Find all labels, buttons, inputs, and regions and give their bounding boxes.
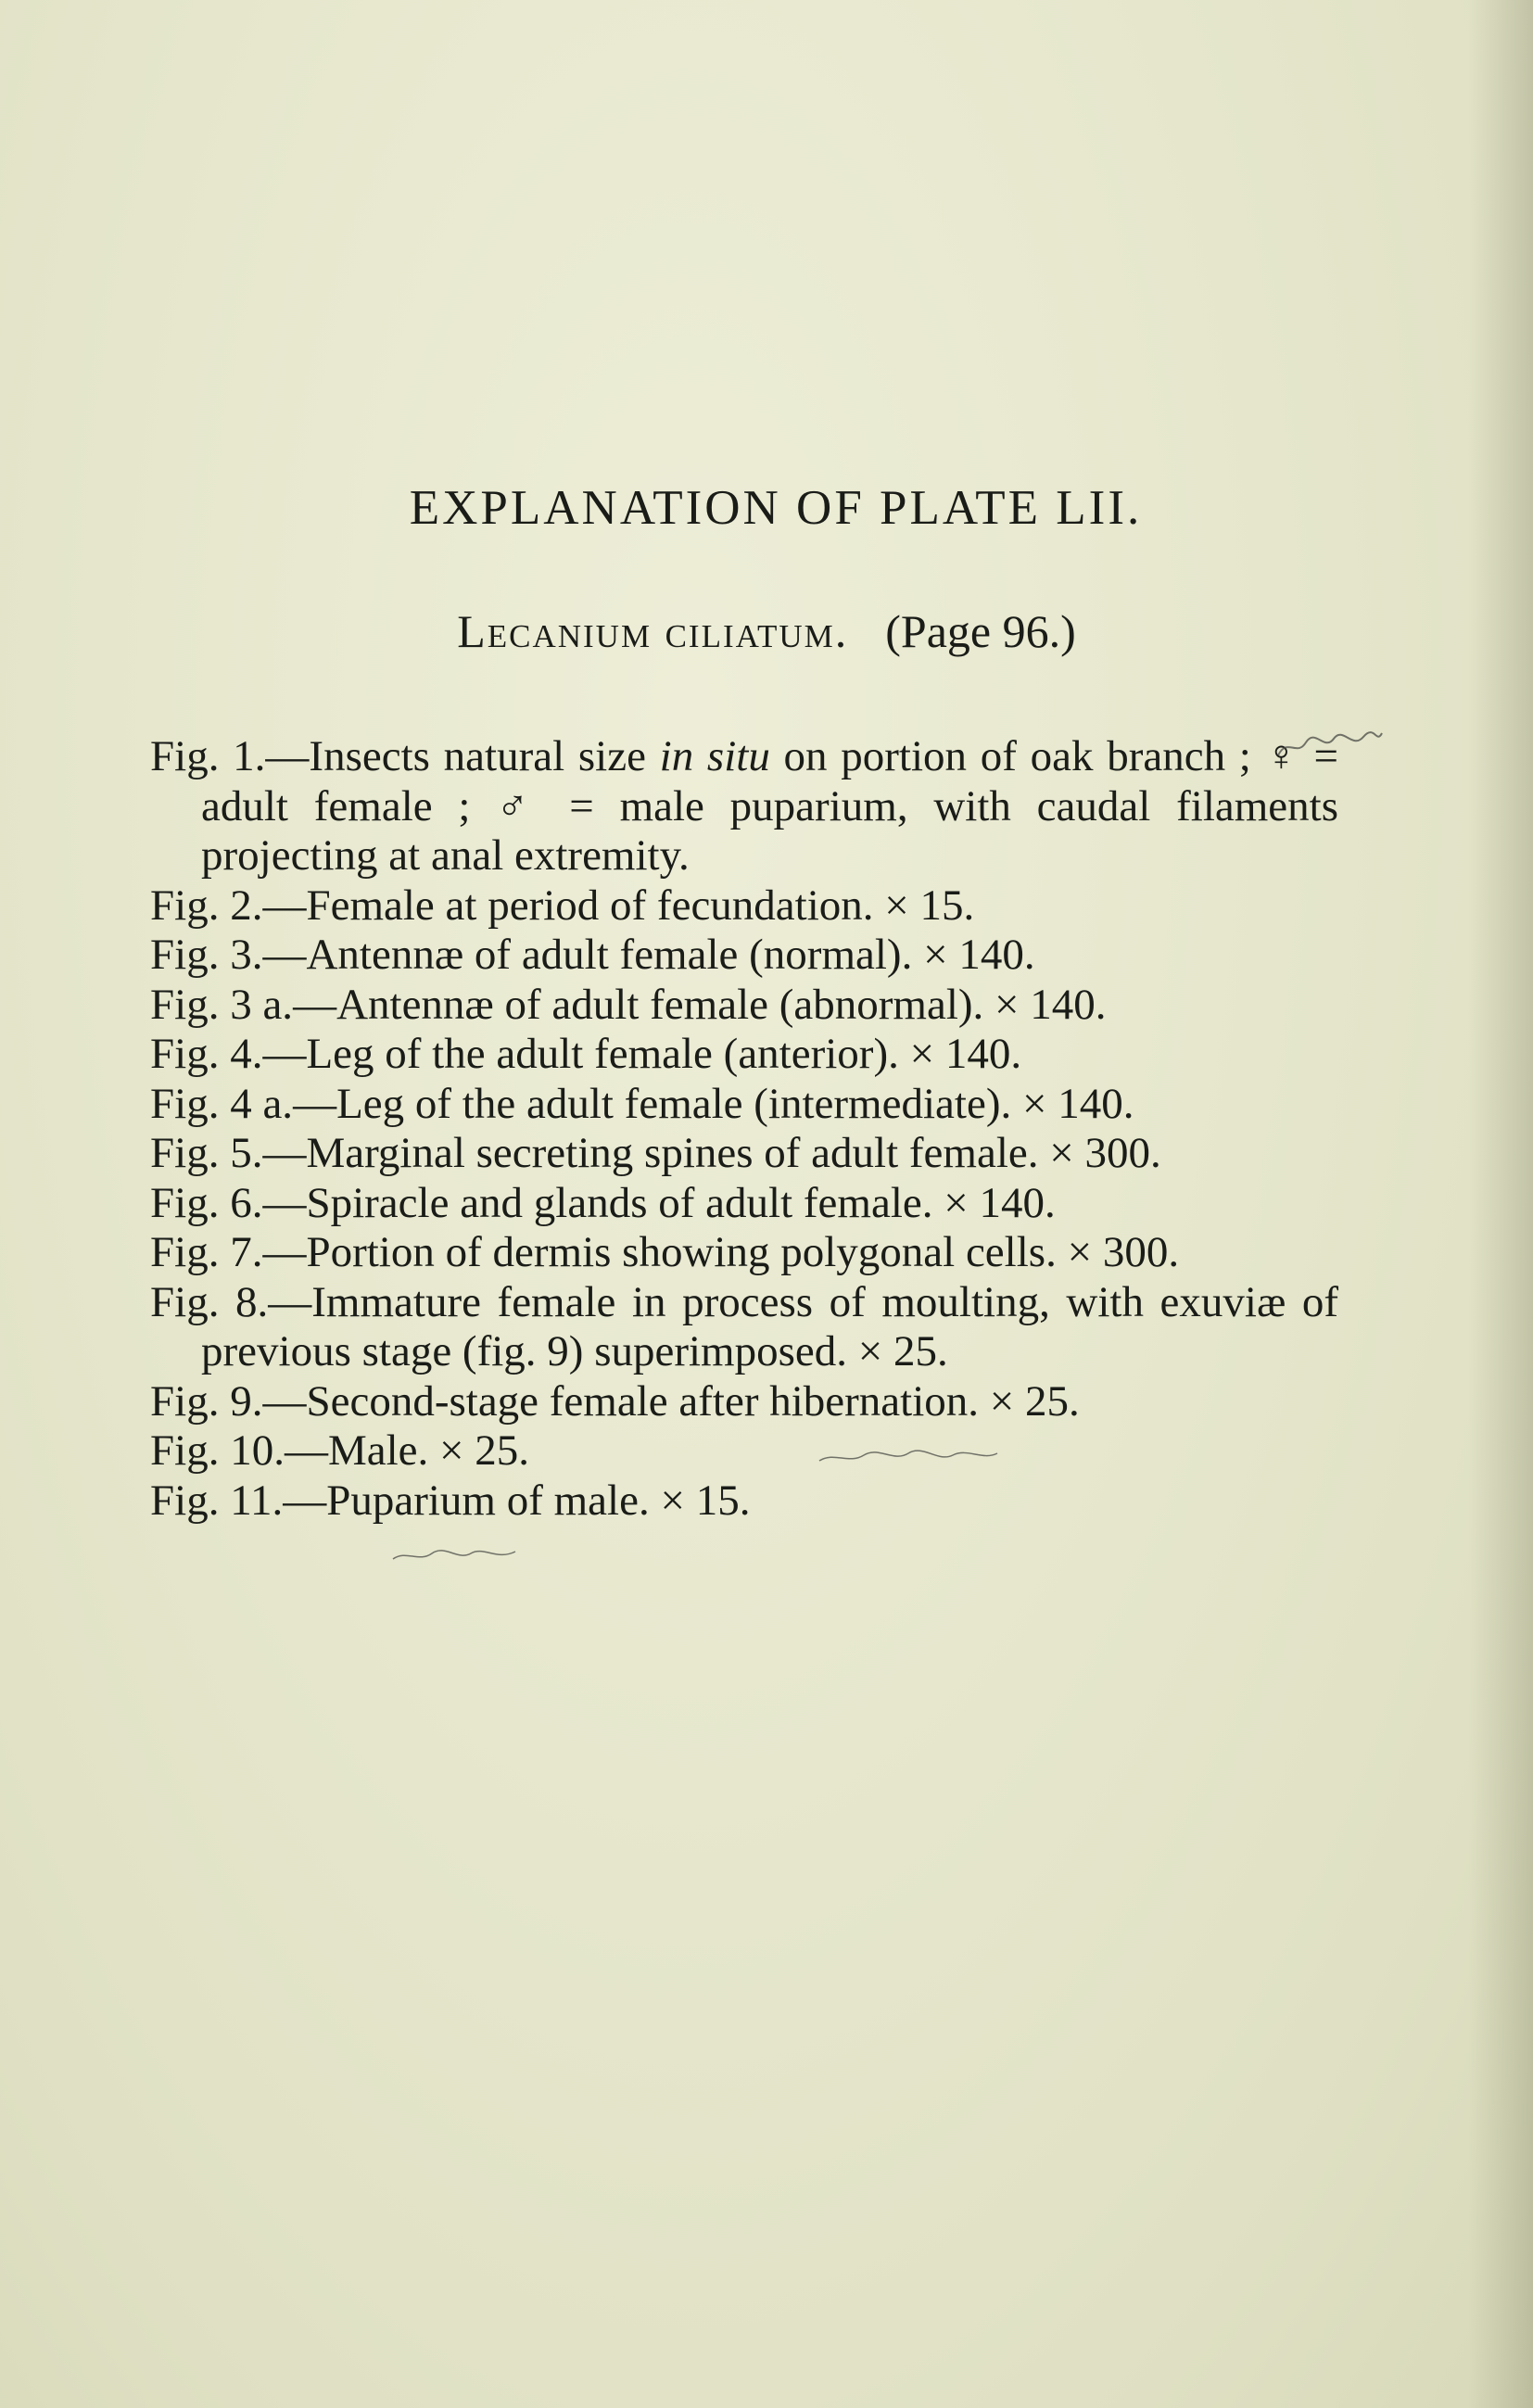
figure-entry-7 — [150, 1228, 1338, 1278]
figure-list — [150, 732, 1338, 1526]
figure-dash: — — [262, 1376, 307, 1426]
magnification: × 300. — [1067, 1228, 1180, 1276]
figure-dash: — — [268, 1277, 312, 1326]
figure-text-italic: in situ — [659, 732, 770, 780]
magnification: × 140. — [923, 931, 1035, 979]
pencil-annotation-mark — [816, 1446, 1001, 1468]
figure-entry-1 — [150, 732, 1338, 881]
figure-entry-5 — [150, 1129, 1338, 1179]
figure-entry-11 — [150, 1476, 1338, 1527]
figure-dash: — — [293, 980, 337, 1029]
figure-dash: — — [262, 881, 307, 930]
magnification: × 25. — [439, 1426, 530, 1475]
plate-title: EXPLANATION OF PLATE LII. — [409, 481, 1143, 535]
magnification: × 140. — [1021, 1079, 1134, 1128]
figure-dash: — — [262, 1178, 307, 1227]
page-reference: (Page 96.) — [885, 605, 1076, 657]
figure-label: Fig. 3. — [150, 931, 263, 979]
magnification: × 25. — [857, 1327, 948, 1375]
figure-text: Male. — [327, 1426, 429, 1475]
figure-entry-3a — [150, 981, 1338, 1031]
figure-text: Portion of dermis showing polygonal cells. — [306, 1228, 1057, 1276]
magnification: × 300. — [1049, 1129, 1161, 1177]
figure-label: Fig. 3 a. — [150, 980, 294, 1029]
figure-label: Fig. 2. — [150, 881, 263, 930]
figure-label: Fig. 10. — [150, 1426, 285, 1475]
figure-label: Fig. 4 a. — [150, 1079, 294, 1128]
figure-text: Antennæ of adult female (normal). — [306, 931, 913, 979]
figure-dash: — — [284, 1426, 328, 1475]
magnification: × 140. — [995, 980, 1107, 1029]
magnification: × 15. — [660, 1476, 751, 1525]
figure-dash: — — [262, 1129, 307, 1177]
figure-dash: — — [293, 1079, 337, 1128]
figure-label: Fig. 5. — [150, 1129, 263, 1177]
figure-text: Female at period of fecundation. — [306, 881, 874, 930]
figure-label: Fig. 1. — [150, 732, 266, 780]
figure-entry-2 — [150, 881, 1338, 932]
figure-entry-3 — [150, 931, 1338, 981]
figure-text: Marginal secreting spines of adult female. — [306, 1129, 1039, 1177]
figure-text: Immature female in process of moulting, with exuviæ of previous stage (fig. 9) superimposed. — [201, 1277, 1339, 1375]
figure-text: Second-stage female after hibernation. — [306, 1376, 980, 1426]
figure-label: Fig. 9. — [150, 1376, 263, 1426]
figure-entry-4a — [150, 1080, 1338, 1130]
magnification: × 15. — [884, 881, 975, 930]
figure-text: Leg of the adult female (intermediate). — [336, 1079, 1012, 1128]
figure-entry-8 — [150, 1278, 1338, 1377]
pencil-annotation-mark — [1274, 728, 1386, 765]
species-name: Lecanium ciliatum. — [457, 605, 849, 657]
pencil-annotation-mark — [389, 1546, 519, 1566]
figure-dash: — — [283, 1476, 327, 1525]
figure-text: Puparium of male. — [326, 1476, 650, 1525]
magnification: × 25. — [989, 1376, 1080, 1426]
magnification: × 140. — [944, 1178, 1056, 1227]
figure-text: Spiracle and glands of adult female. — [306, 1178, 933, 1227]
figure-entry-6 — [150, 1179, 1338, 1229]
figure-text: Leg of the adult female (anterior). — [306, 1030, 899, 1078]
figure-dash: — — [265, 732, 310, 780]
figure-label: Fig. 11. — [150, 1476, 284, 1525]
figure-label: Fig. 8. — [150, 1277, 269, 1326]
magnification: × 140. — [909, 1030, 1022, 1078]
figure-dash: — — [262, 931, 307, 979]
figure-entry-10 — [150, 1426, 1338, 1476]
figure-dash: — — [262, 1030, 307, 1078]
page-edge-shadow — [1468, 0, 1533, 2408]
figure-text: Insects natural size — [309, 732, 660, 780]
figure-text: Antennæ of adult female (abnormal). — [336, 980, 984, 1029]
figure-label: Fig. 6. — [150, 1178, 263, 1227]
figure-label: Fig. 7. — [150, 1228, 263, 1276]
figure-entry-4 — [150, 1030, 1338, 1080]
figure-entry-9 — [150, 1377, 1338, 1427]
figure-dash: — — [262, 1228, 307, 1276]
figure-text: on portion of oak branch ; ♀ = adult female ; ♂ = male puparium, with caudal filaments projecting at anal extremity. — [201, 732, 1339, 880]
figure-label: Fig. 4. — [150, 1030, 263, 1078]
plate-subtitle — [0, 604, 1533, 658]
